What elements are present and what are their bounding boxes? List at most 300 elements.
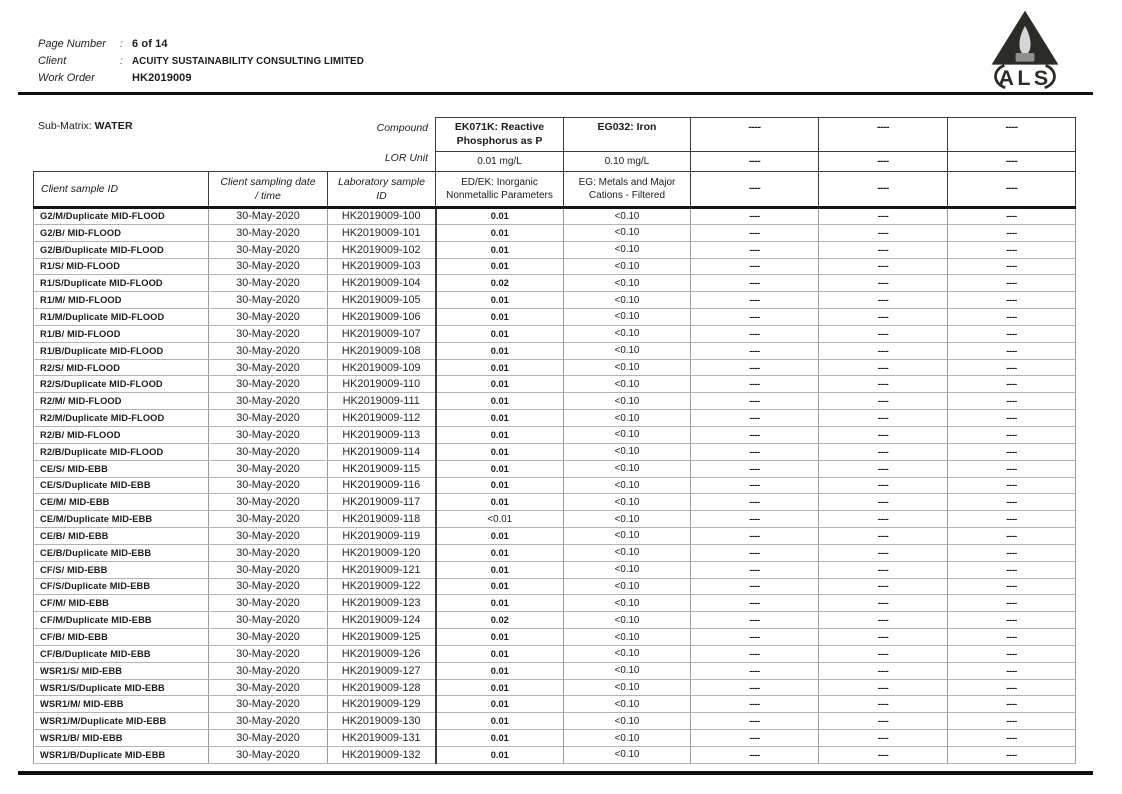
result-value-cell: <0.10	[564, 477, 691, 494]
result-value-cell: ----	[819, 410, 948, 427]
result-value-cell: ----	[948, 578, 1076, 595]
client-sample-id-cell: G2/B/ MID-FLOOD	[34, 224, 209, 241]
result-value-cell: 0.01	[436, 730, 564, 747]
result-value-cell: <0.10	[564, 679, 691, 696]
result-value-cell: ----	[691, 578, 819, 595]
footer-rule	[18, 771, 1093, 775]
result-value-cell: ----	[691, 208, 819, 225]
sampling-date-cell: 30-May-2020	[209, 696, 328, 713]
client-sample-id-cell: WSR1/S/Duplicate MID-EBB	[34, 679, 209, 696]
table-row	[34, 426, 1076, 443]
result-value-cell: ----	[691, 241, 819, 258]
table-row	[34, 258, 1076, 275]
svg-text:ALS: ALS	[998, 66, 1052, 91]
table-row	[34, 612, 1076, 629]
result-value-cell: ----	[819, 292, 948, 309]
lab-sample-id-cell: HK2019009-104	[328, 275, 436, 292]
lab-sample-id-cell: HK2019009-115	[328, 460, 436, 477]
result-value-cell: ----	[819, 544, 948, 561]
result-value-cell: ----	[948, 208, 1076, 225]
result-value-cell: ----	[819, 561, 948, 578]
lab-sample-id-cell: HK2019009-116	[328, 477, 436, 494]
work-order-row	[38, 72, 364, 89]
client-sample-id-cell: R2/B/Duplicate MID-FLOOD	[34, 443, 209, 460]
compound-row-label: Compound	[376, 121, 428, 134]
lab-sample-id-cell: HK2019009-130	[328, 713, 436, 730]
lab-sample-id-cell: HK2019009-123	[328, 595, 436, 612]
result-value-cell: ----	[691, 612, 819, 629]
result-value-cell: <0.10	[564, 275, 691, 292]
result-value-cell: <0.10	[564, 511, 691, 528]
table-row	[34, 730, 1076, 747]
sampling-date-cell: 30-May-2020	[209, 629, 328, 646]
lab-sample-id-cell: HK2019009-125	[328, 629, 436, 646]
result-value-cell: ----	[948, 544, 1076, 561]
result-value-cell: ----	[948, 696, 1076, 713]
result-value-cell: 0.01	[436, 224, 564, 241]
result-value-cell: 0.01	[436, 662, 564, 679]
sampling-date-cell: 30-May-2020	[209, 612, 328, 629]
result-value-cell: <0.10	[564, 208, 691, 225]
page-number-label: Page Number	[38, 38, 106, 50]
client-sample-id-cell: WSR1/B/ MID-EBB	[34, 730, 209, 747]
lab-sample-id-cell: HK2019009-132	[328, 747, 436, 764]
result-value-cell: ----	[948, 376, 1076, 393]
sampling-date-cell: 30-May-2020	[209, 309, 328, 326]
client-colon: :	[120, 56, 123, 67]
result-value-cell: 0.01	[436, 325, 564, 342]
table-row	[34, 747, 1076, 764]
result-value-cell: ----	[948, 325, 1076, 342]
table-row	[34, 376, 1076, 393]
result-value-cell: <0.10	[564, 629, 691, 646]
result-value-cell: ----	[948, 410, 1076, 427]
result-value-cell: ----	[691, 460, 819, 477]
result-value-cell: <0.10	[564, 595, 691, 612]
result-value-cell: ----	[819, 612, 948, 629]
lab-sample-id-cell: HK2019009-109	[328, 359, 436, 376]
client-sample-id-cell: CE/S/Duplicate MID-EBB	[34, 477, 209, 494]
work-order-label: Work Order	[38, 72, 95, 84]
result-value-cell: ----	[819, 528, 948, 545]
als-logo	[982, 8, 1068, 97]
method-group-4: ----	[948, 172, 1076, 208]
lab-sample-id-cell: HK2019009-119	[328, 528, 436, 545]
result-value-cell: <0.10	[564, 544, 691, 561]
result-value-cell: <0.10	[564, 494, 691, 511]
method-group-3: ----	[819, 172, 948, 208]
lab-sample-id-cell: HK2019009-105	[328, 292, 436, 309]
compound-header-1: EG032: Iron	[564, 118, 691, 152]
sampling-date-cell: 30-May-2020	[209, 713, 328, 730]
result-value-cell: 0.01	[436, 309, 564, 326]
result-value-cell: <0.10	[564, 730, 691, 747]
result-value-cell: <0.10	[564, 292, 691, 309]
als-logo-icon	[982, 8, 1068, 92]
lab-sample-id-header: Laboratory sample ID	[328, 172, 436, 208]
result-value-cell: ----	[691, 410, 819, 427]
sampling-date-cell: 30-May-2020	[209, 325, 328, 342]
report-header	[38, 38, 364, 89]
table-row	[34, 528, 1076, 545]
sampling-date-cell: 30-May-2020	[209, 679, 328, 696]
result-value-cell: ----	[948, 443, 1076, 460]
result-value-cell: ----	[948, 241, 1076, 258]
lab-sample-id-cell: HK2019009-110	[328, 376, 436, 393]
sampling-date-cell: 30-May-2020	[209, 477, 328, 494]
lab-sample-id-cell: HK2019009-117	[328, 494, 436, 511]
result-value-cell: <0.10	[564, 528, 691, 545]
result-value-cell: 0.01	[436, 477, 564, 494]
client-sample-id-cell: CF/S/Duplicate MID-EBB	[34, 578, 209, 595]
lab-sample-id-cell: HK2019009-107	[328, 325, 436, 342]
result-value-cell: ----	[948, 595, 1076, 612]
result-value-cell: ----	[819, 342, 948, 359]
client-sample-id-cell: CE/B/ MID-EBB	[34, 528, 209, 545]
result-value-cell: <0.10	[564, 410, 691, 427]
result-value-cell: ----	[691, 730, 819, 747]
sampling-date-cell: 30-May-2020	[209, 224, 328, 241]
compound-header-3: ----	[819, 118, 948, 152]
sampling-date-cell: 30-May-2020	[209, 359, 328, 376]
result-value-cell: ----	[819, 747, 948, 764]
table-row	[34, 292, 1076, 309]
sampling-date-cell: 30-May-2020	[209, 376, 328, 393]
result-value-cell: ----	[948, 629, 1076, 646]
lab-sample-id-cell: HK2019009-118	[328, 511, 436, 528]
table-row	[34, 629, 1076, 646]
result-value-cell: 0.02	[436, 275, 564, 292]
table-row	[34, 713, 1076, 730]
result-value-cell: ----	[948, 460, 1076, 477]
result-value-cell: ----	[819, 494, 948, 511]
lab-sample-id-cell: HK2019009-120	[328, 544, 436, 561]
lab-sample-id-cell: HK2019009-108	[328, 342, 436, 359]
result-value-cell: ----	[948, 292, 1076, 309]
client-sample-id-cell: R2/S/Duplicate MID-FLOOD	[34, 376, 209, 393]
result-value-cell: ----	[691, 629, 819, 646]
result-value-cell: 0.01	[436, 747, 564, 764]
table-row	[34, 359, 1076, 376]
result-value-cell: <0.10	[564, 393, 691, 410]
result-value-cell: ----	[819, 325, 948, 342]
sampling-date-cell: 30-May-2020	[209, 511, 328, 528]
result-value-cell: ----	[819, 477, 948, 494]
result-value-cell: 0.01	[436, 578, 564, 595]
result-value-cell: ----	[819, 393, 948, 410]
result-value-cell: 0.01	[436, 241, 564, 258]
sampling-date-cell: 30-May-2020	[209, 561, 328, 578]
result-value-cell: 0.01	[436, 713, 564, 730]
client-label: Client	[38, 55, 67, 67]
client-sample-id-cell: CF/B/Duplicate MID-EBB	[34, 645, 209, 662]
result-value-cell: ----	[819, 629, 948, 646]
result-value-cell: <0.10	[564, 747, 691, 764]
client-sample-id-cell: WSR1/S/ MID-EBB	[34, 662, 209, 679]
result-value-cell: 0.01	[436, 342, 564, 359]
sampling-date-cell: 30-May-2020	[209, 645, 328, 662]
client-sample-id-cell: G2/B/Duplicate MID-FLOOD	[34, 241, 209, 258]
client-sample-id-cell: R1/S/Duplicate MID-FLOOD	[34, 275, 209, 292]
client-sample-id-cell: R2/M/Duplicate MID-FLOOD	[34, 410, 209, 427]
lab-sample-id-cell: HK2019009-112	[328, 410, 436, 427]
result-value-cell: 0.01	[436, 359, 564, 376]
result-value-cell: 0.02	[436, 612, 564, 629]
table-row	[34, 511, 1076, 528]
result-value-cell: 0.01	[436, 679, 564, 696]
result-value-cell: ----	[691, 477, 819, 494]
lab-sample-id-cell: HK2019009-131	[328, 730, 436, 747]
result-value-cell: <0.10	[564, 662, 691, 679]
result-value-cell: ----	[819, 578, 948, 595]
table-row	[34, 410, 1076, 427]
client-value: ACUITY SUSTAINABILITY CONSULTING LIMITED	[132, 56, 364, 67]
result-value-cell: ----	[691, 662, 819, 679]
result-value-cell: <0.10	[564, 460, 691, 477]
result-value-cell: ----	[819, 460, 948, 477]
result-value-cell: ----	[819, 511, 948, 528]
sampling-date-cell: 30-May-2020	[209, 544, 328, 561]
client-sample-id-cell: R2/S/ MID-FLOOD	[34, 359, 209, 376]
result-value-cell: <0.10	[564, 443, 691, 460]
lab-sample-id-cell: HK2019009-102	[328, 241, 436, 258]
result-value-cell: ----	[819, 258, 948, 275]
compound-header-2: ----	[691, 118, 819, 152]
header-divider-rule	[18, 92, 1093, 95]
result-value-cell: ----	[691, 426, 819, 443]
client-sample-id-cell: CF/S/ MID-EBB	[34, 561, 209, 578]
table-row	[34, 679, 1076, 696]
client-sample-id-cell: R1/M/ MID-FLOOD	[34, 292, 209, 309]
result-value-cell: <0.10	[564, 426, 691, 443]
result-value-cell: ----	[691, 224, 819, 241]
result-value-cell: <0.10	[564, 325, 691, 342]
lab-sample-id-cell: HK2019009-114	[328, 443, 436, 460]
lor-unit-row-label: LOR Unit	[384, 151, 428, 164]
lab-sample-id-cell: HK2019009-111	[328, 393, 436, 410]
sub-matrix-label: Sub-Matrix:	[38, 120, 92, 132]
result-value-cell: 0.01	[436, 393, 564, 410]
client-sample-id-cell: WSR1/M/ MID-EBB	[34, 696, 209, 713]
table-row	[34, 578, 1076, 595]
page-number-colon: :	[120, 39, 123, 50]
result-value-cell: ----	[948, 511, 1076, 528]
table-row	[34, 561, 1076, 578]
result-value-cell: ----	[691, 544, 819, 561]
result-value-cell: <0.10	[564, 713, 691, 730]
result-value-cell: 0.01	[436, 426, 564, 443]
lor-value-0: 0.01 mg/L	[436, 152, 564, 172]
sampling-date-cell: 30-May-2020	[209, 578, 328, 595]
sampling-date-cell: 30-May-2020	[209, 393, 328, 410]
sampling-date-cell: 30-May-2020	[209, 241, 328, 258]
result-value-cell: 0.01	[436, 443, 564, 460]
result-value-cell: ----	[691, 747, 819, 764]
result-value-cell: 0.01	[436, 410, 564, 427]
result-value-cell: ----	[819, 376, 948, 393]
method-group-0: ED/EK: Inorganic Nonmetallic Parameters	[436, 172, 564, 208]
table-row	[34, 645, 1076, 662]
lab-sample-id-cell: HK2019009-113	[328, 426, 436, 443]
result-value-cell: ----	[819, 730, 948, 747]
table-row	[34, 208, 1076, 225]
result-value-cell: ----	[691, 393, 819, 410]
sampling-date-cell: 30-May-2020	[209, 208, 328, 225]
table-row	[34, 443, 1076, 460]
sampling-date-cell: 30-May-2020	[209, 747, 328, 764]
result-value-cell: <0.10	[564, 578, 691, 595]
client-sample-id-cell: CF/M/Duplicate MID-EBB	[34, 612, 209, 629]
lab-sample-id-cell: HK2019009-124	[328, 612, 436, 629]
result-value-cell: 0.01	[436, 460, 564, 477]
result-value-cell: ----	[819, 309, 948, 326]
result-value-cell: 0.01	[436, 629, 564, 646]
table-row	[34, 595, 1076, 612]
sampling-date-cell: 30-May-2020	[209, 292, 328, 309]
lor-value-1: 0.10 mg/L	[564, 152, 691, 172]
sampling-date-cell: 30-May-2020	[209, 426, 328, 443]
lab-sample-id-cell: HK2019009-100	[328, 208, 436, 225]
client-sample-id-cell: R2/B/ MID-FLOOD	[34, 426, 209, 443]
result-value-cell: ----	[948, 477, 1076, 494]
lab-sample-id-cell: HK2019009-127	[328, 662, 436, 679]
result-value-cell: ----	[691, 696, 819, 713]
method-group-1: EG: Metals and Major Cations - Filtered	[564, 172, 691, 208]
sampling-date-cell: 30-May-2020	[209, 528, 328, 545]
lor-value-3: ----	[819, 152, 948, 172]
result-value-cell: ----	[819, 241, 948, 258]
work-order-value: HK2019009	[132, 72, 192, 84]
table-row	[34, 393, 1076, 410]
result-value-cell: ----	[948, 561, 1076, 578]
sampling-date-cell: 30-May-2020	[209, 443, 328, 460]
client-sample-id-cell: CE/S/ MID-EBB	[34, 460, 209, 477]
sampling-date-cell: 30-May-2020	[209, 494, 328, 511]
lab-sample-id-cell: HK2019009-122	[328, 578, 436, 595]
result-value-cell: ----	[691, 275, 819, 292]
result-value-cell: ----	[948, 309, 1076, 326]
client-sample-id-cell: WSR1/B/Duplicate MID-EBB	[34, 747, 209, 764]
client-sample-id-cell: WSR1/M/Duplicate MID-EBB	[34, 713, 209, 730]
result-value-cell: ----	[691, 713, 819, 730]
table-row	[34, 309, 1076, 326]
table-row	[34, 241, 1076, 258]
lab-sample-id-cell: HK2019009-126	[328, 645, 436, 662]
table-row	[34, 494, 1076, 511]
table-row	[34, 460, 1076, 477]
client-sample-id-cell: CF/B/ MID-EBB	[34, 629, 209, 646]
result-value-cell: ----	[948, 528, 1076, 545]
result-value-cell: ----	[948, 662, 1076, 679]
result-value-cell: ----	[691, 292, 819, 309]
result-value-cell: ----	[948, 393, 1076, 410]
result-value-cell: ----	[819, 443, 948, 460]
method-group-2: ----	[691, 172, 819, 208]
lab-sample-id-cell: HK2019009-106	[328, 309, 436, 326]
result-value-cell: 0.01	[436, 696, 564, 713]
compound-header-4: ----	[948, 118, 1076, 152]
result-value-cell: ----	[819, 595, 948, 612]
result-value-cell: ----	[819, 275, 948, 292]
client-sample-id-cell: R1/S/ MID-FLOOD	[34, 258, 209, 275]
result-value-cell: ----	[691, 325, 819, 342]
sampling-date-cell: 30-May-2020	[209, 460, 328, 477]
page-number-row	[38, 38, 364, 55]
table-row	[34, 342, 1076, 359]
sampling-date-cell: 30-May-2020	[209, 595, 328, 612]
result-value-cell: 0.01	[436, 544, 564, 561]
client-sample-id-cell: R1/B/ MID-FLOOD	[34, 325, 209, 342]
sampling-date-cell: 30-May-2020	[209, 662, 328, 679]
client-row	[38, 55, 364, 72]
lab-sample-id-cell: HK2019009-129	[328, 696, 436, 713]
lab-sample-id-cell: HK2019009-103	[328, 258, 436, 275]
client-sample-id-cell: R1/B/Duplicate MID-FLOOD	[34, 342, 209, 359]
lor-value-4: ----	[948, 152, 1076, 172]
result-value-cell: <0.10	[564, 645, 691, 662]
result-value-cell: <0.10	[564, 376, 691, 393]
sampling-date-header: Client sampling date / time	[209, 172, 328, 208]
result-value-cell: ----	[691, 494, 819, 511]
result-value-cell: ----	[691, 511, 819, 528]
compound-header-0: EK071K: Reactive Phosphorus as P	[436, 118, 564, 152]
result-value-cell: ----	[691, 679, 819, 696]
client-sample-id-cell: R1/M/Duplicate MID-FLOOD	[34, 309, 209, 326]
result-value-cell: 0.01	[436, 595, 564, 612]
result-value-cell: <0.01	[436, 511, 564, 528]
result-value-cell: ----	[948, 258, 1076, 275]
client-sample-id-cell: R2/M/ MID-FLOOD	[34, 393, 209, 410]
lab-sample-id-cell: HK2019009-101	[328, 224, 436, 241]
result-value-cell: ----	[819, 208, 948, 225]
sub-matrix-value: WATER	[94, 120, 133, 132]
table-row	[34, 224, 1076, 241]
client-sample-id-cell: CF/M/ MID-EBB	[34, 595, 209, 612]
result-value-cell: ----	[948, 359, 1076, 376]
results-table	[33, 117, 1076, 764]
result-value-cell: ----	[819, 224, 948, 241]
client-sample-id-cell: CE/M/ MID-EBB	[34, 494, 209, 511]
result-value-cell: <0.10	[564, 561, 691, 578]
result-value-cell: ----	[819, 679, 948, 696]
result-value-cell: ----	[948, 645, 1076, 662]
result-value-cell: 0.01	[436, 258, 564, 275]
result-value-cell: ----	[819, 426, 948, 443]
result-value-cell: 0.01	[436, 292, 564, 309]
result-value-cell: 0.01	[436, 208, 564, 225]
result-value-cell: ----	[819, 713, 948, 730]
result-value-cell: <0.10	[564, 224, 691, 241]
sampling-date-cell: 30-May-2020	[209, 275, 328, 292]
result-value-cell: ----	[819, 662, 948, 679]
result-value-cell: ----	[691, 376, 819, 393]
result-value-cell: <0.10	[564, 612, 691, 629]
client-sample-id-cell: CE/M/Duplicate MID-EBB	[34, 511, 209, 528]
result-value-cell: ----	[948, 612, 1076, 629]
result-value-cell: ----	[691, 528, 819, 545]
result-value-cell: ----	[691, 645, 819, 662]
lab-sample-id-cell: HK2019009-128	[328, 679, 436, 696]
result-value-cell: 0.01	[436, 528, 564, 545]
result-value-cell: ----	[691, 258, 819, 275]
table-row	[34, 662, 1076, 679]
result-value-cell: ----	[691, 595, 819, 612]
client-sample-id-cell: CE/B/Duplicate MID-EBB	[34, 544, 209, 561]
client-sample-id-cell: G2/M/Duplicate MID-FLOOD	[34, 208, 209, 225]
table-row	[34, 275, 1076, 292]
result-value-cell: ----	[691, 443, 819, 460]
result-value-cell: ----	[691, 309, 819, 326]
